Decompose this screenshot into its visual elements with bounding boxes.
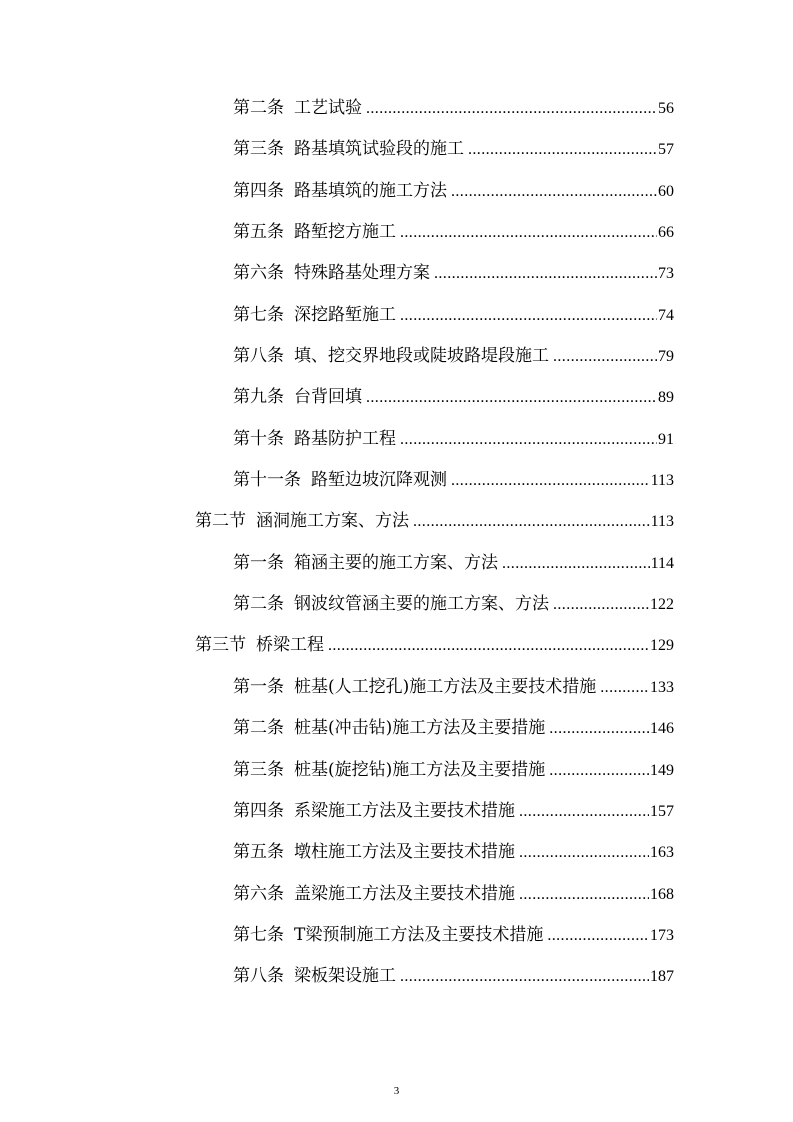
toc-entry-number: 第二条 bbox=[233, 594, 284, 615]
toc-entry-title: T梁预制施工方法及主要技术措施 bbox=[294, 924, 544, 945]
dot-leader bbox=[600, 667, 649, 708]
toc-entry-page: 149 bbox=[650, 761, 674, 779]
dot-leader bbox=[366, 377, 657, 418]
page-number: 3 bbox=[393, 1085, 400, 1097]
toc-article-entry[interactable] bbox=[0, 171, 793, 212]
toc-article-entry[interactable] bbox=[0, 129, 793, 170]
toc-section-entry[interactable] bbox=[0, 625, 793, 666]
toc-entry-number: 第四条 bbox=[233, 180, 284, 201]
toc-entry-number: 第八条 bbox=[233, 346, 284, 367]
dot-leader bbox=[553, 584, 649, 625]
toc-entry-page: 79 bbox=[658, 348, 674, 366]
dot-leader bbox=[502, 543, 650, 584]
toc-article-entry[interactable] bbox=[0, 667, 793, 708]
toc-entry-title: 盖梁施工方法及主要技术措施 bbox=[294, 883, 515, 904]
toc-entry-title: 路基防护工程 bbox=[294, 428, 396, 449]
toc-entry-title: 桩基(旋挖钻)施工方法及主要措施 bbox=[294, 759, 546, 780]
toc-article-entry[interactable] bbox=[0, 915, 793, 956]
toc-entry-page: 146 bbox=[650, 720, 674, 738]
dot-leader bbox=[549, 750, 649, 791]
dot-leader bbox=[468, 129, 657, 170]
toc-entry-page: 73 bbox=[658, 265, 674, 283]
toc-entry-number: 第六条 bbox=[233, 263, 284, 284]
toc-entry-page: 157 bbox=[650, 802, 674, 820]
toc-entry-number: 第三节 bbox=[195, 635, 246, 656]
toc-entry-title: 箱涵主要的施工方案、方法 bbox=[294, 552, 498, 573]
toc-article-entry[interactable] bbox=[0, 460, 793, 501]
toc-entry-number: 第九条 bbox=[233, 387, 284, 408]
toc-entry-number: 第一条 bbox=[233, 552, 284, 573]
toc-article-entry[interactable] bbox=[0, 377, 793, 418]
toc-article-entry[interactable] bbox=[0, 832, 793, 873]
toc-entry-page: 56 bbox=[658, 100, 674, 117]
toc-article-entry[interactable] bbox=[0, 212, 793, 253]
toc-entry-page: 168 bbox=[650, 885, 674, 903]
toc-entry-page: 114 bbox=[650, 554, 674, 572]
toc-article-entry[interactable] bbox=[0, 708, 793, 749]
dot-leader bbox=[413, 501, 650, 542]
toc-entry-title: 特殊路基处理方案 bbox=[294, 263, 430, 284]
toc-entry-title: 路堑挖方施工 bbox=[294, 222, 396, 243]
dot-leader bbox=[553, 336, 657, 377]
toc-entry-number: 第二条 bbox=[233, 98, 284, 118]
toc-entry-title: 路堑边坡沉降观测 bbox=[311, 470, 447, 491]
toc-entry-page: 133 bbox=[650, 678, 674, 696]
toc-article-entry[interactable] bbox=[0, 874, 793, 915]
dot-leader bbox=[519, 791, 649, 832]
toc-entry-number: 第二条 bbox=[233, 718, 284, 739]
toc-entry-title: 桩基(人工挖孔)施工方法及主要技术措施 bbox=[294, 676, 597, 697]
toc-entry-title: 路基填筑试验段的施工 bbox=[294, 139, 464, 160]
toc-entry-number: 第四条 bbox=[233, 800, 284, 821]
toc-entry-page: 173 bbox=[650, 926, 674, 944]
toc-entry-page: 113 bbox=[650, 472, 674, 490]
toc-entry-title: 桩基(冲击钻)施工方法及主要措施 bbox=[294, 718, 546, 739]
toc-entry-number: 第五条 bbox=[233, 222, 284, 243]
toc-article-entry[interactable] bbox=[0, 295, 793, 336]
toc-entry-number: 第十条 bbox=[233, 428, 284, 449]
dot-leader bbox=[434, 253, 657, 294]
toc-article-entry[interactable] bbox=[0, 791, 793, 832]
dot-leader bbox=[400, 212, 657, 253]
toc-entry-number: 第一条 bbox=[233, 676, 284, 697]
toc-article-entry[interactable] bbox=[0, 419, 793, 460]
dot-leader bbox=[400, 956, 649, 997]
dot-leader bbox=[451, 460, 650, 501]
toc-entry-page: 187 bbox=[650, 968, 674, 986]
dot-leader bbox=[519, 874, 649, 915]
toc-entry-title: 深挖路堑施工 bbox=[294, 304, 396, 325]
toc-entry-title: 钢波纹管涵主要的施工方案、方法 bbox=[294, 594, 549, 615]
toc-entry-title: 台背回填 bbox=[294, 387, 362, 408]
toc-entry-number: 第五条 bbox=[233, 842, 284, 863]
toc-article-entry[interactable] bbox=[0, 750, 793, 791]
toc-entry-title: 填、挖交界地段或陡坡路堤段施工 bbox=[294, 346, 549, 367]
dot-leader bbox=[400, 295, 657, 336]
toc-article-entry[interactable] bbox=[0, 956, 793, 997]
toc-entry-page: 74 bbox=[658, 306, 674, 324]
toc-entry-page: 122 bbox=[650, 596, 674, 614]
toc-entry-title: 路基填筑的施工方法 bbox=[294, 180, 447, 201]
toc-article-entry[interactable] bbox=[0, 253, 793, 294]
toc-entry-page: 66 bbox=[658, 224, 674, 242]
toc-entry-title: 墩柱施工方法及主要技术措施 bbox=[294, 842, 515, 863]
toc-article-entry[interactable] bbox=[0, 584, 793, 625]
toc-entry-page: 163 bbox=[650, 844, 674, 862]
toc-entry-title: 系梁施工方法及主要技术措施 bbox=[294, 800, 515, 821]
toc-article-entry[interactable] bbox=[0, 88, 793, 129]
dot-leader bbox=[519, 832, 649, 873]
toc-entry-number: 第六条 bbox=[233, 883, 284, 904]
toc-article-entry[interactable] bbox=[0, 543, 793, 584]
dot-leader bbox=[451, 171, 657, 212]
toc-entry-page: 57 bbox=[658, 141, 674, 159]
toc-entry-number: 第八条 bbox=[233, 966, 284, 987]
toc-entry-number: 第三条 bbox=[233, 139, 284, 160]
toc-entry-number: 第七条 bbox=[233, 304, 284, 325]
toc-entry-page: 89 bbox=[658, 389, 674, 407]
dot-leader bbox=[366, 88, 657, 129]
toc-entry-page: 113 bbox=[650, 513, 674, 531]
toc-entry-number: 第十一条 bbox=[233, 470, 301, 491]
toc-entry-title: 梁板架设施工 bbox=[294, 966, 396, 987]
toc-entry-page: 129 bbox=[650, 637, 674, 655]
toc-entry-number: 第三条 bbox=[233, 759, 284, 780]
toc-article-entry[interactable] bbox=[0, 336, 793, 377]
toc-entry-number: 第七条 bbox=[233, 924, 284, 945]
toc-entry-title: 工艺试验 bbox=[294, 98, 362, 118]
dot-leader bbox=[547, 915, 649, 956]
dot-leader bbox=[549, 708, 649, 749]
dot-leader bbox=[328, 625, 649, 666]
table-of-contents bbox=[0, 88, 793, 998]
toc-entry-page: 91 bbox=[658, 430, 674, 448]
toc-entry-number: 第二节 bbox=[195, 511, 246, 532]
toc-entry-title: 桥梁工程 bbox=[256, 635, 324, 656]
dot-leader bbox=[400, 419, 657, 460]
toc-section-entry[interactable] bbox=[0, 501, 793, 542]
toc-entry-title: 涵洞施工方案、方法 bbox=[256, 511, 409, 532]
toc-entry-page: 60 bbox=[658, 182, 674, 200]
